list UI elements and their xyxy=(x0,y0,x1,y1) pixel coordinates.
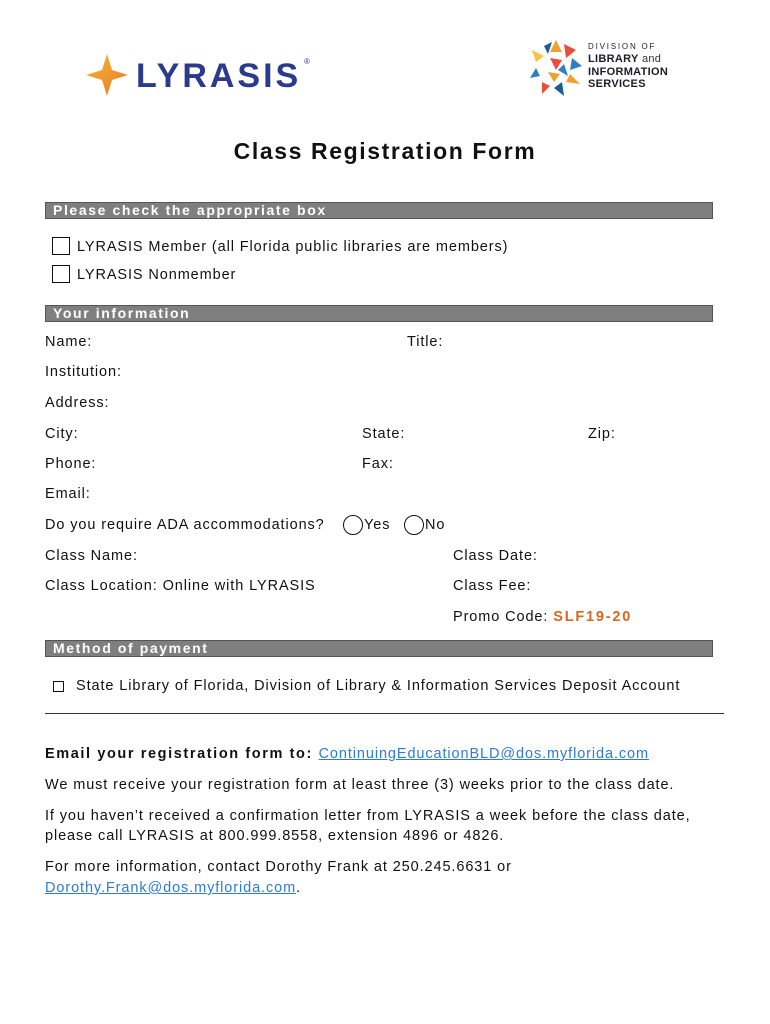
dlis-logo xyxy=(528,38,688,98)
registration-email-link[interactable]: ContinuingEducationBLD@dos.myflorida.com xyxy=(318,746,649,762)
deadline-text: We must receive your registration form at least three (3) weeks prior to the class date. xyxy=(45,777,675,793)
name-field[interactable]: Name: xyxy=(45,334,93,350)
nonmember-checkbox[interactable] xyxy=(52,265,70,283)
ada-question: Do you require ADA accommodations? xyxy=(45,517,325,533)
dlis-line2-library: LIBRARY xyxy=(588,53,639,65)
zip-field[interactable]: Zip: xyxy=(588,426,616,442)
dlis-line2-and: and xyxy=(638,53,662,65)
address-field[interactable]: Address: xyxy=(45,395,110,411)
institution-field[interactable]: Institution: xyxy=(45,364,122,380)
ada-no-radio[interactable] xyxy=(404,515,424,535)
contact-text-line1: For more information, contact Dorothy Frank at 250.245.6631 or xyxy=(45,859,512,875)
confirmation-text-line1: If you haven’t received a confirmation letter from LYRASIS a week before the class date, xyxy=(45,808,691,824)
confirmation-text-line2: please call LYRASIS at 800.999.8558, extension 4896 or 4826. xyxy=(45,828,505,844)
class-date-field[interactable]: Class Date: xyxy=(453,548,538,564)
city-field[interactable]: City: xyxy=(45,426,79,442)
promo-code-label: Promo Code: xyxy=(453,609,554,625)
email-field[interactable]: Email: xyxy=(45,486,91,502)
ada-no-label: No xyxy=(425,517,446,533)
registered-mark: ® xyxy=(304,57,310,66)
state-field[interactable]: State: xyxy=(362,426,406,442)
email-instructions xyxy=(45,746,649,762)
title-field[interactable]: Title: xyxy=(407,334,444,350)
section-header-payment: Method of payment xyxy=(45,640,713,657)
contact-period: . xyxy=(296,880,301,896)
section-header-membership: Please check the appropriate box xyxy=(45,202,713,219)
dlis-line2 xyxy=(588,53,661,65)
promo-code-value: SLF19-20 xyxy=(553,609,633,625)
class-fee-field[interactable]: Class Fee: xyxy=(453,578,532,594)
lyrasis-star-icon xyxy=(84,52,130,98)
lyrasis-wordmark: LYRASIS xyxy=(136,57,302,95)
class-location: Class Location: Online with LYRASIS xyxy=(45,578,316,594)
promo-code xyxy=(453,609,632,625)
contact-email-link[interactable]: Dorothy.Frank@dos.myflorida.com xyxy=(45,880,297,896)
email-label: Email your registration form to: xyxy=(45,746,319,762)
ada-yes-label: Yes xyxy=(364,517,391,533)
dlis-mosaic-icon xyxy=(528,38,584,98)
deposit-account-checkbox[interactable] xyxy=(53,681,64,692)
divider xyxy=(45,713,724,714)
nonmember-option-label: LYRASIS Nonmember xyxy=(77,267,237,283)
dlis-line4: SERVICES xyxy=(588,78,646,90)
lyrasis-logo xyxy=(84,52,314,100)
member-option-label: LYRASIS Member (all Florida public libraries are members) xyxy=(77,239,509,255)
member-checkbox[interactable] xyxy=(52,237,70,255)
class-name-field[interactable]: Class Name: xyxy=(45,548,138,564)
page-title: Class Registration Form xyxy=(233,138,537,164)
deposit-account-label: State Library of Florida, Division of Library & Information Services Deposit Account xyxy=(76,678,681,694)
fax-field[interactable]: Fax: xyxy=(362,456,394,472)
dlis-line3: INFORMATION xyxy=(588,66,669,78)
ada-yes-radio[interactable] xyxy=(343,515,363,535)
phone-field[interactable]: Phone: xyxy=(45,456,97,472)
contact-text-line2 xyxy=(45,880,301,896)
section-header-info: Your information xyxy=(45,305,713,322)
dlis-line1: DIVISION OF xyxy=(588,42,657,51)
